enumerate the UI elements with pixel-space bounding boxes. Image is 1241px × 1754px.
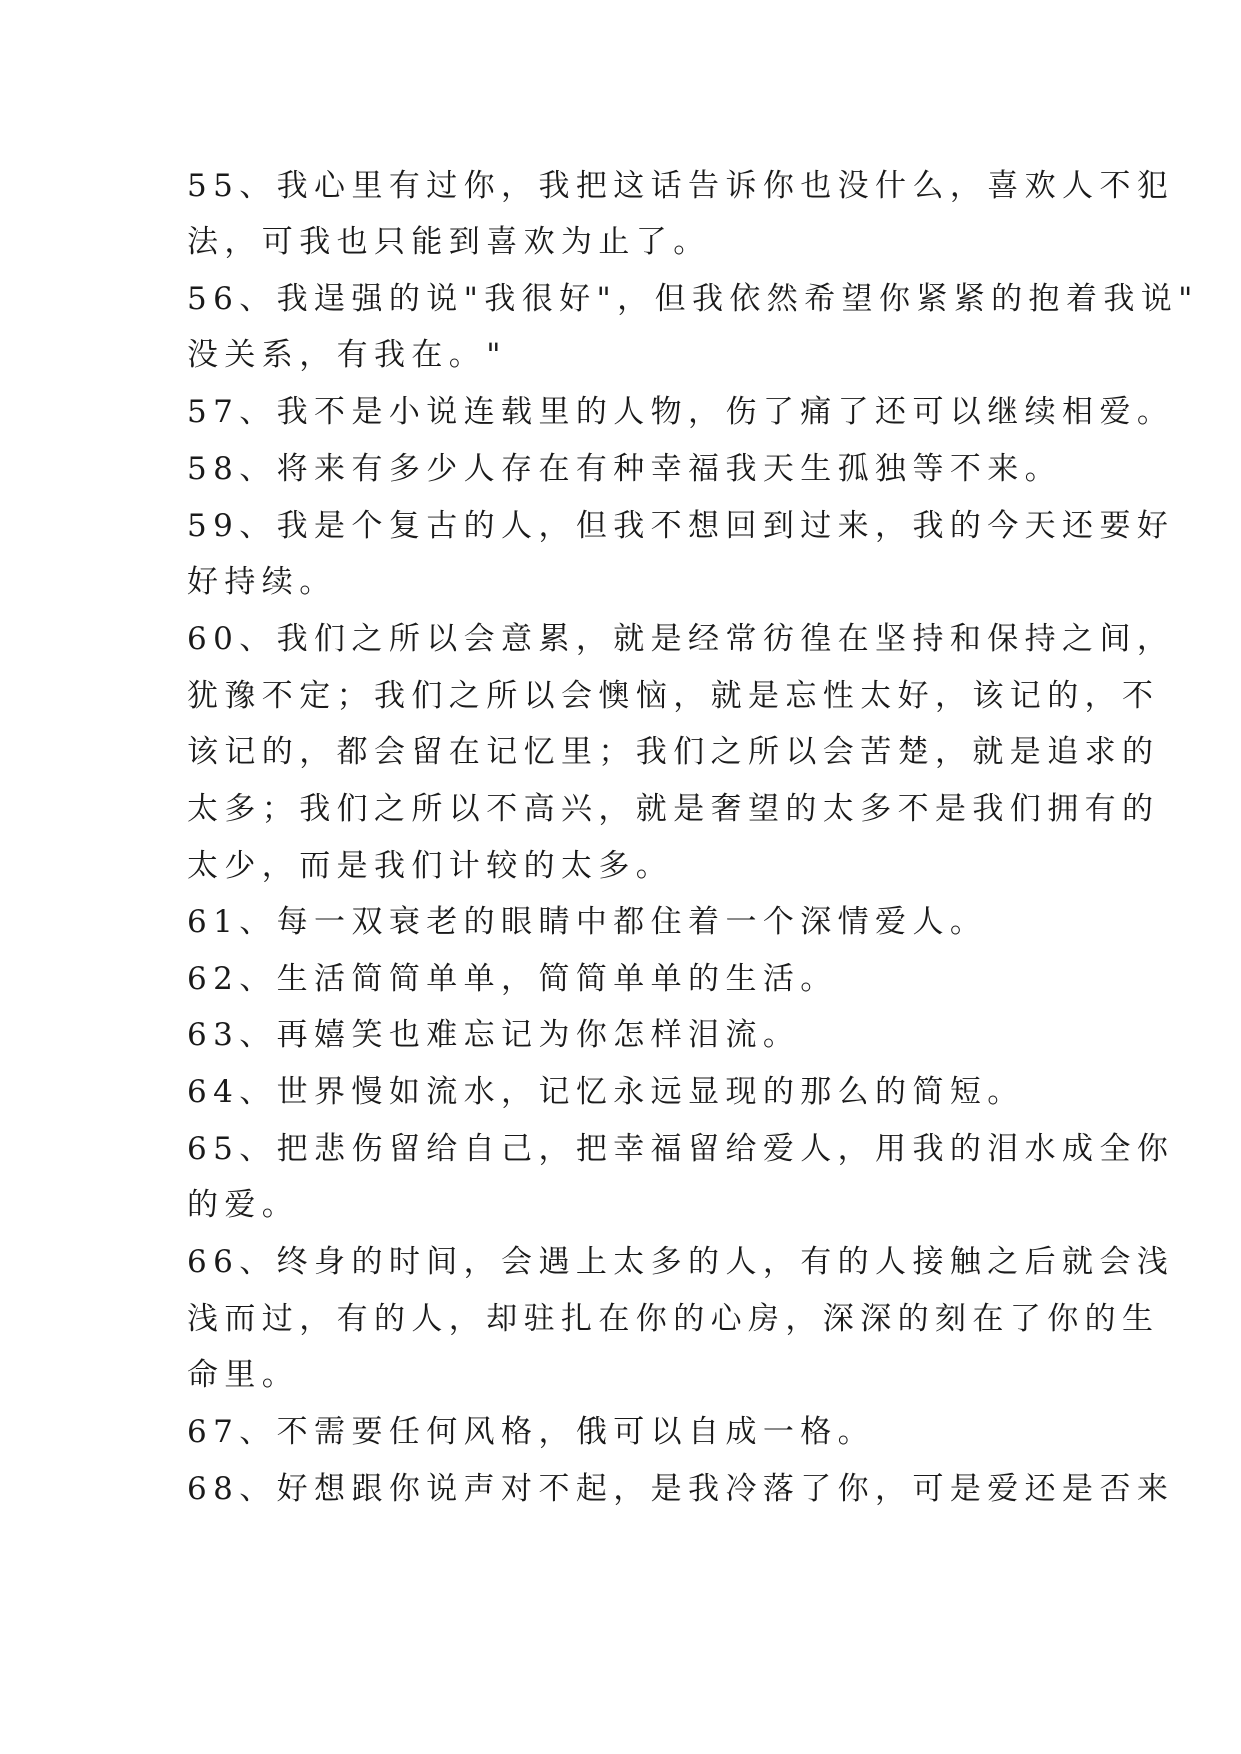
text-line: 56、我逞强的说"我很好"，但我依然希望你紧紧的抱着我说"	[187, 281, 1199, 317]
text-line: 60、我们之所以会意累，就是经常彷徨在坚持和保持之间，	[187, 621, 1175, 657]
text-line: 太多；我们之所以不高兴，就是奢望的太多不是我们拥有的	[187, 791, 1160, 827]
text-line: 66、终身的时间，会遇上太多的人，有的人接触之后就会浅	[187, 1244, 1175, 1280]
text-line: 57、我不是小说连载里的人物，伤了痛了还可以继续相爱。	[187, 394, 1175, 430]
text-line: 63、再嬉笑也难忘记为你怎样泪流。	[187, 1017, 801, 1053]
text-line: 67、不需要任何风格，俄可以自成一格。	[187, 1414, 876, 1450]
text-line: 的爱。	[187, 1187, 300, 1223]
text-line: 59、我是个复古的人，但我不想回到过来，我的今天还要好	[187, 508, 1175, 544]
text-line: 犹豫不定；我们之所以会懊恼，就是忘性太好，该记的，不	[187, 678, 1160, 714]
text-line: 65、把悲伤留给自己，把幸福留给爱人，用我的泪水成全你	[187, 1131, 1175, 1167]
text-line: 68、好想跟你说声对不起，是我冷落了你，可是爱还是否来	[187, 1471, 1175, 1507]
text-line: 浅而过，有的人，却驻扎在你的心房，深深的刻在了你的生	[187, 1301, 1160, 1337]
text-line: 法，可我也只能到喜欢为止了。	[187, 224, 711, 260]
text-line: 58、将来有多少人存在有种幸福我天生孤独等不来。	[187, 451, 1063, 487]
text-line: 命里。	[187, 1357, 300, 1393]
text-line: 64、世界慢如流水，记忆永远显现的那么的简短。	[187, 1074, 1025, 1110]
text-line: 61、每一双衰老的眼睛中都住着一个深情爱人。	[187, 904, 988, 940]
text-line: 没关系，有我在。"	[187, 337, 507, 373]
text-line: 该记的，都会留在记忆里；我们之所以会苦楚，就是追求的	[187, 734, 1160, 770]
text-line: 好持续。	[187, 564, 337, 600]
text-line: 太少，而是我们计较的太多。	[187, 848, 674, 884]
text-line: 62、生活简简单单，简简单单的生活。	[187, 961, 838, 997]
text-line: 55、我心里有过你，我把这话告诉你也没什么，喜欢人不犯	[187, 168, 1175, 204]
